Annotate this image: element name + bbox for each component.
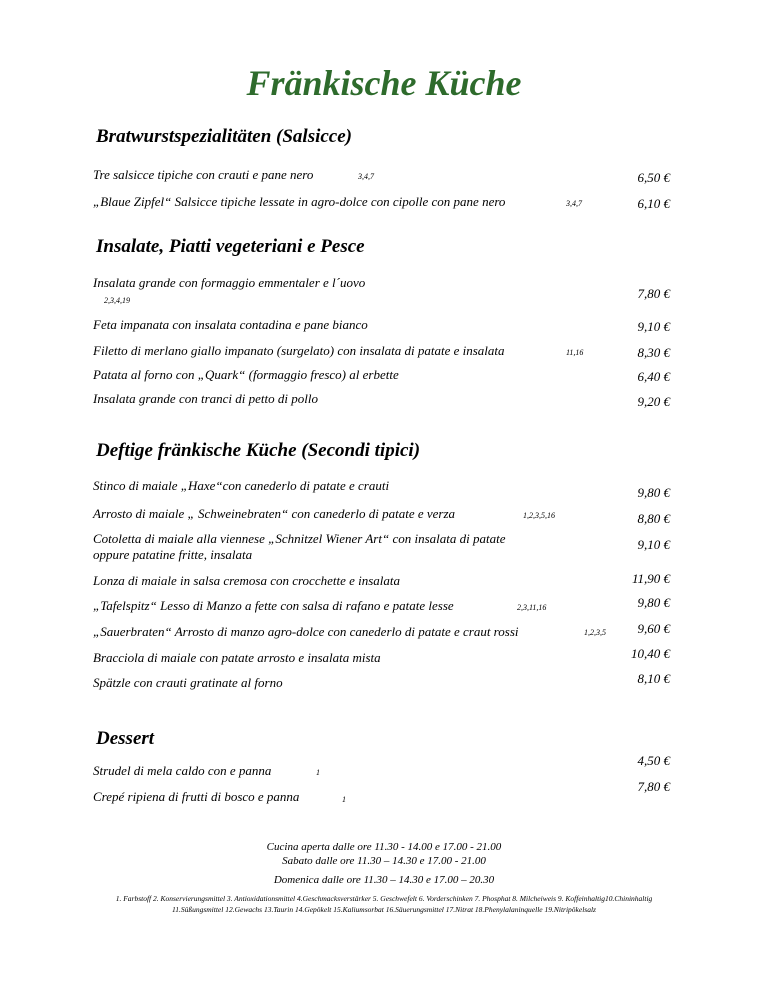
allergen-codes: 11,16 xyxy=(566,348,584,357)
menu-item-price: 9,20 € xyxy=(637,394,670,409)
menu-item-name: „Tafelspitz“ Lesso di Manzo a fette con salsa di rafano e patate lesse xyxy=(93,598,454,613)
menu-item-name: Crepé ripiena di frutti di bosco e panna xyxy=(93,789,300,804)
menu-item-name: Strudel di mela caldo con e panna xyxy=(93,763,272,778)
menu-item-price: 8,80 € xyxy=(637,511,670,526)
allergen-codes: 2,3,4,19 xyxy=(104,296,130,305)
menu-item-name: Insalata grande con formaggio emmentaler e l´uovo xyxy=(93,275,366,290)
menu-item-name: Arrosto di maiale „ Schweinebraten“ con canederlo di patate e verza xyxy=(93,506,456,521)
opening-hours-line: Sabato dalle ore 11.30 – 14.30 e 17.00 - 21.00 xyxy=(282,855,486,867)
allergen-codes: 1 xyxy=(316,768,320,777)
menu-item-name: Lonza di maiale in salsa cremosa con crocchette e insalata xyxy=(93,573,401,588)
menu-item-price: 10,40 € xyxy=(631,646,670,661)
menu-item-name: „Sauerbraten“ Arrosto di manzo agro-dolce con canederlo di patate e craut rossi xyxy=(93,624,519,639)
menu-item-name: Spätzle con crauti gratinate al forno xyxy=(93,675,283,690)
menu-item-price: 7,80 € xyxy=(637,286,670,301)
allergen-codes: 1 xyxy=(342,795,346,804)
menu-title: Fränkische Küche xyxy=(246,63,522,103)
menu-item-price: 6,40 € xyxy=(637,369,670,384)
allergen-codes: 3,4,7 xyxy=(358,172,374,181)
section-heading-main-dishes: Deftige fränkische Küche (Secondi tipici) xyxy=(96,440,421,461)
menu-item-price: 11,90 € xyxy=(631,571,670,586)
menu-item-price: 9,60 € xyxy=(637,621,670,636)
menu-item-price: 9,80 € xyxy=(637,485,670,500)
menu-item-name: Stinco di maiale „Haxe“con canederlo di patate e crauti xyxy=(93,478,390,493)
menu-item-price: 8,30 € xyxy=(637,345,670,360)
opening-hours-line: Cucina aperta dalle ore 11.30 - 14.00 e 17.00 - 21.00 xyxy=(266,841,502,853)
menu-item-price: 9,10 € xyxy=(637,537,670,552)
section-heading-salads: Insalate, Piatti vegeteriani e Pesce xyxy=(96,236,365,257)
menu-item-price: 8,10 € xyxy=(637,671,670,686)
section-heading-sausages: Bratwurstspezialitäten (Salsicce) xyxy=(96,126,352,147)
menu-item-name: Bracciola di maiale con patate arrosto e insalata mista xyxy=(93,650,381,665)
menu-item-price: 7,80 € xyxy=(637,779,670,794)
allergen-codes: 1,2,3,5,16 xyxy=(523,511,555,520)
allergen-codes: 3,4,7 xyxy=(566,199,582,208)
menu-item-price: 9,80 € xyxy=(637,595,670,610)
menu-item-price: 4,50 € xyxy=(637,753,670,768)
menu-item-name: Patata al forno con „Quark“ (formaggio fresco) al erbette xyxy=(93,367,399,382)
menu-item-name: Insalata grande con tranci di petto di pollo xyxy=(93,391,318,406)
menu-item-name-line2: oppure patatine fritte, insalata xyxy=(93,547,253,562)
opening-hours-line: Domenica dalle ore 11.30 – 14.30 e 17.00 – 20.30 xyxy=(273,874,495,886)
menu-item-name: Feta impanata con insalata contadina e pane bianco xyxy=(93,317,368,332)
allergen-footnote: 1. Farbstoff 2. Konservierungsmittel 3. Antioxidationsmittel 4.Geschmacksverstärker 5. Geschwefelt 6. Vorderschinken 7. Phosphat 8. Milcheiweis 9. Koffeinhaltig10.Chininhaltig 11.Süßungsmittel 12.Gewachs 13.Taurin 14.Gepökelt 15.Kaliumsorbat 16.Säuerungsmittel 17.Nitrat 18.Phenylalaninquelle 19.Nitripökelsalz xyxy=(115,894,653,914)
section-heading-dessert: Dessert xyxy=(96,728,155,749)
menu-item-price: 6,10 € xyxy=(637,196,670,211)
menu-item-name: Cotoletta di maiale alla viennese „Schnitzel Wiener Art“ con insalata di patate xyxy=(93,531,506,546)
allergen-codes: 1,2,3,5 xyxy=(584,628,606,637)
menu-item-price: 6,50 € xyxy=(637,170,670,185)
menu-item-name: „Blaue Zipfel“ Salsicce tipiche lessate in agro-dolce con cipolle con pane nero xyxy=(93,194,506,209)
menu-item-price: 9,10 € xyxy=(637,319,670,334)
menu-item-name: Tre salsicce tipiche con crauti e pane nero xyxy=(93,167,314,182)
allergen-codes: 2,3,11,16 xyxy=(517,603,547,612)
menu-item-name: Filetto di merlano giallo impanato (surgelato) con insalata di patate e insalata xyxy=(93,343,505,358)
